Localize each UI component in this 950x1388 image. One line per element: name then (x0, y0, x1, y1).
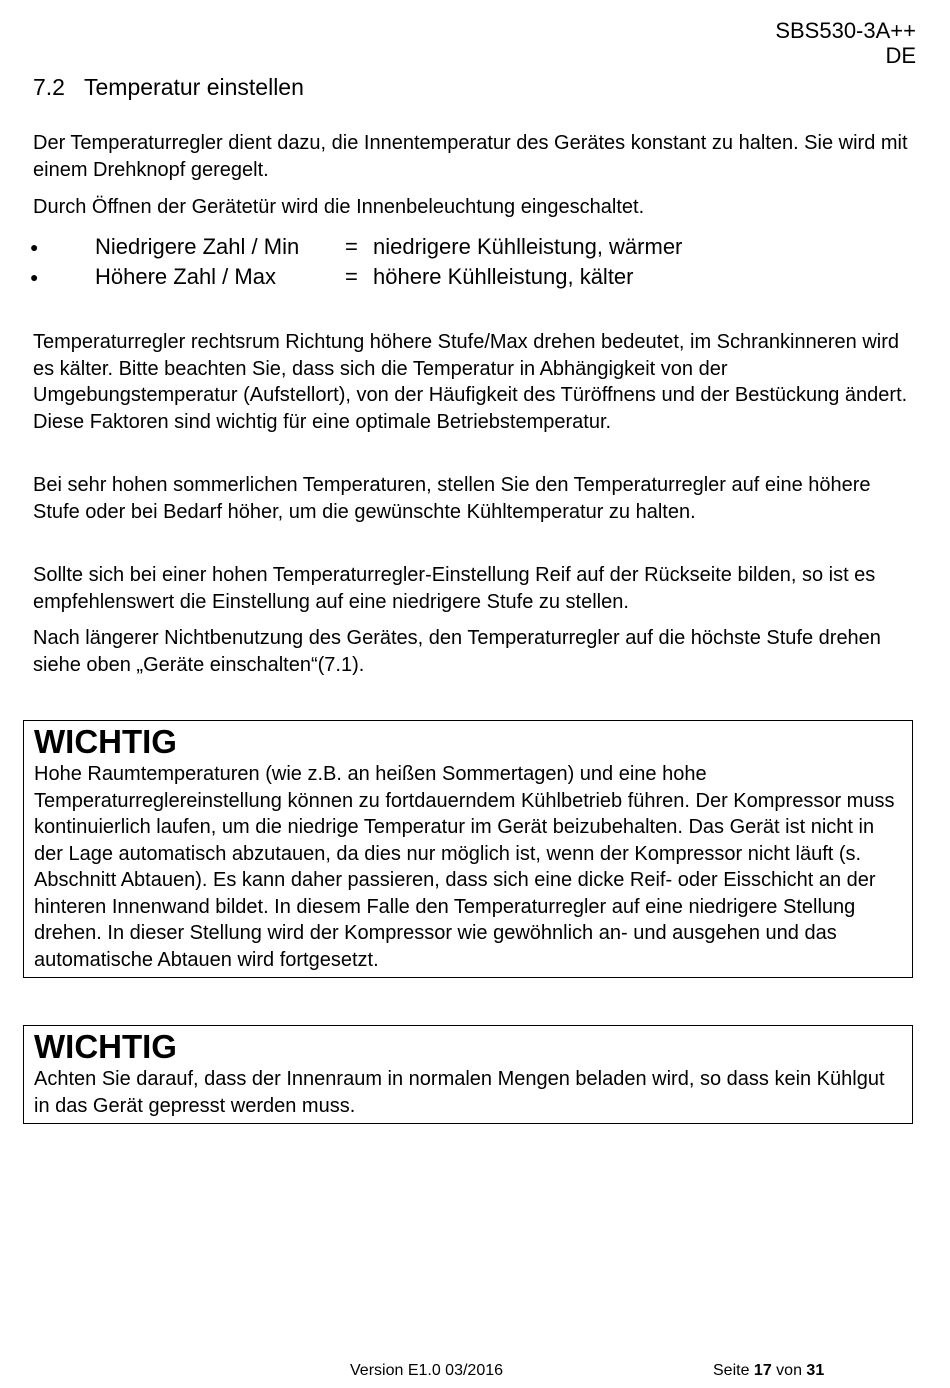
bullet-description: höhere Kühlleistung, kälter (373, 264, 634, 289)
language-code: DE (885, 43, 916, 68)
bullet-icon: ● (30, 269, 39, 285)
setting-bullet-list (30, 232, 682, 292)
notice-text: Hohe Raumtemperaturen (wie z.B. an heißen Sommertagen) und eine hohe Temperaturreglereinstellung können zu fortdauerndem Kühlbetrieb führen. Der Kompressor muss kontinuierlich laufen, um die niedrige Temperatur im Gerät beizubehalten. Das Gerät ist nicht in der Lage automatisch abzutauen, da dies nur möglich ist, wenn der Kompressor nicht läuft (s. Abschnitt Abtauen). Es kann daher passieren, dass sich eine dicke Reif- oder Eisschicht an der hinteren Innenwand bildet. In diesem Falle den Temperaturregler auf eine niedrigere Stellung drehen. In dieser Stellung wird der Kompressor wie gewöhnlich an- und ausgehen und das automatische Abtauen wird fortgesetzt. (34, 763, 895, 971)
bullet-icon: ● (30, 239, 39, 255)
notice-title: WICHTIG (34, 723, 177, 760)
section-title: Temperatur einstellen (84, 74, 304, 100)
body-paragraph-5: Sollte sich bei einer hohen Temperaturregler-Einstellung Reif auf der Rückseite bilden, so ist es empfehlenswert die Einstellung auf eine niedrigere Stufe zu stellen. (33, 564, 876, 613)
bullet-equals: = (345, 264, 358, 289)
footer-page-number (713, 1361, 824, 1381)
intro-paragraph-1: Der Temperaturregler dient dazu, die Innentemperatur des Gerätes konstant zu halten. Sie wird mit einem Drehknopf geregelt. (33, 132, 908, 181)
notice-text: Achten Sie darauf, dass der Innenraum in normalen Mengen beladen wird, so dass kein Kühlgut in das Gerät gepresst werden muss. (34, 1068, 885, 1117)
body-paragraph-3: Temperaturregler rechtsrum Richtung höhere Stufe/Max drehen bedeutet, im Schrankinneren wird es kälter. Bitte beachten Sie, dass sich die Temperatur in Abhängigkeit von der Umgebungstemperatur (Aufstellort), von der Häufigkeit des Türöffnens und der Bestückung ändert. Diese Faktoren sind wichtig für eine optimale Betriebstemperatur. (33, 331, 908, 433)
document-header (775, 18, 916, 68)
bullet-term: Niedrigere Zahl / Min (95, 234, 300, 259)
bullet-equals: = (345, 234, 358, 259)
model-number: SBS530-3A++ (775, 18, 916, 43)
page-separator: von (776, 1362, 802, 1379)
section-number: 7.2 (33, 74, 65, 100)
important-notice-2 (23, 1025, 913, 1124)
notice-title: WICHTIG (34, 1028, 177, 1065)
intro-paragraph-2: Durch Öffnen der Gerätetür wird die Innenbeleuchtung eingeschaltet. (33, 196, 645, 218)
footer-version: Version E1.0 03/2016 (350, 1362, 504, 1379)
list-item (30, 262, 682, 292)
section-heading (33, 74, 304, 100)
body-paragraph-4: Bei sehr hohen sommerlichen Temperaturen, stellen Sie den Temperaturregler auf eine höhere Stufe oder bei Bedarf höher, um die gewünschte Kühltemperatur zu halten. (33, 474, 871, 523)
body-paragraph-6: Nach längerer Nichtbenutzung des Gerätes, den Temperaturregler auf die höchste Stufe drehen siehe oben „Geräte einschalten“(7.1). (33, 627, 881, 676)
page-label: Seite (713, 1362, 750, 1379)
list-item (30, 232, 682, 262)
page-current: 17 (753, 1362, 772, 1379)
bullet-term: Höhere Zahl / Max (95, 264, 276, 289)
important-notice-1 (23, 720, 913, 978)
page-total: 31 (806, 1362, 825, 1379)
bullet-description: niedrigere Kühlleistung, wärmer (373, 234, 683, 259)
